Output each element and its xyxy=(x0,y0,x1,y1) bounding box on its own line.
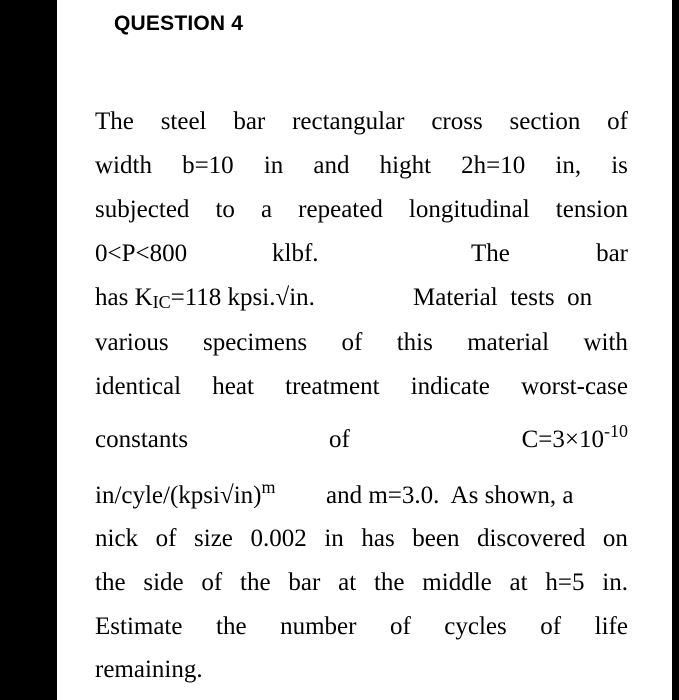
word: subjected xyxy=(95,196,190,223)
word: on xyxy=(602,525,628,552)
word: specimens xyxy=(202,329,308,356)
text-line xyxy=(95,328,628,358)
word: size xyxy=(194,525,233,552)
word: b=10 xyxy=(182,152,234,179)
word: cross xyxy=(431,108,483,135)
word: As xyxy=(450,482,479,509)
word: the xyxy=(240,569,271,596)
text-line xyxy=(95,283,628,313)
word: bar xyxy=(596,240,628,267)
word: tension xyxy=(555,196,628,223)
word: side xyxy=(143,569,184,596)
word: the xyxy=(373,569,405,596)
word: and xyxy=(326,482,363,509)
word: the xyxy=(216,613,247,640)
word: Material xyxy=(413,284,498,311)
word: heat xyxy=(212,373,254,400)
word: of xyxy=(389,613,411,640)
word: tests xyxy=(510,284,555,311)
word: m=3.0. xyxy=(368,482,440,509)
word: The xyxy=(471,240,510,267)
word: identical xyxy=(95,373,182,400)
text-line xyxy=(95,612,628,642)
word: has xyxy=(95,284,129,311)
fracture-toughness xyxy=(95,283,315,314)
word: steel xyxy=(160,108,207,135)
word: bar xyxy=(233,108,266,135)
word: material xyxy=(467,329,550,356)
word: bar xyxy=(288,569,321,596)
word: C=3×10 xyxy=(521,426,604,453)
word: h=5 xyxy=(545,569,585,596)
word: at xyxy=(338,569,357,596)
word: -10 xyxy=(604,421,628,441)
word: in. xyxy=(602,569,628,596)
word: of xyxy=(201,569,223,596)
word: is xyxy=(611,152,628,179)
word: IC xyxy=(152,292,171,312)
text-line xyxy=(95,107,628,137)
word: of xyxy=(341,329,363,356)
text-line xyxy=(95,151,628,181)
word: section xyxy=(509,108,581,135)
word: a xyxy=(261,196,273,223)
word: in/cyle/(kpsi√in) xyxy=(95,482,262,509)
word: treatment xyxy=(285,373,380,400)
word: nick xyxy=(95,525,139,552)
word: 0.002 xyxy=(250,525,307,552)
word: and xyxy=(313,152,350,179)
word: cycles xyxy=(444,613,507,640)
word: been xyxy=(412,525,460,552)
word: of xyxy=(540,613,562,640)
word: repeated xyxy=(298,196,383,223)
word: constants xyxy=(95,426,189,453)
word: number xyxy=(280,613,357,640)
load-range: 0<P<800 xyxy=(95,240,188,267)
text-line xyxy=(95,655,628,685)
word: various xyxy=(95,329,169,356)
word: m xyxy=(261,477,276,497)
text-line xyxy=(95,477,628,511)
word: K xyxy=(134,284,153,311)
word: this xyxy=(396,329,433,356)
text-line xyxy=(95,568,628,598)
word: to xyxy=(215,196,235,223)
text-line xyxy=(95,524,628,554)
text-line xyxy=(95,372,628,402)
word: longitudinal xyxy=(408,196,530,223)
text-line xyxy=(95,421,628,455)
word: in xyxy=(263,152,284,179)
word: of xyxy=(155,525,177,552)
word: shown, xyxy=(484,482,557,509)
paris-units xyxy=(95,477,276,512)
word: life xyxy=(594,613,628,640)
word: =118 kpsi.√in. xyxy=(170,284,315,311)
word: has xyxy=(361,525,395,552)
paris-constant-c xyxy=(521,421,628,456)
word: with xyxy=(583,329,628,356)
word: in xyxy=(324,525,344,552)
word: 2h=10 xyxy=(461,152,526,179)
word: discovered xyxy=(477,525,586,552)
word: The xyxy=(95,108,134,135)
word: remaining. xyxy=(95,656,203,683)
question-title: QUESTION 4 xyxy=(114,12,244,35)
word: the xyxy=(95,569,126,596)
load-unit: klbf. xyxy=(272,240,319,267)
word: rectangular xyxy=(292,108,405,135)
text-line xyxy=(95,195,628,225)
word: hight xyxy=(379,152,432,179)
word: a xyxy=(562,482,574,509)
word: of xyxy=(329,426,350,453)
word: width xyxy=(95,152,152,179)
word: in, xyxy=(555,152,582,179)
text-line xyxy=(95,239,628,269)
word: of xyxy=(607,108,628,135)
word: Estimate xyxy=(95,613,183,640)
word: at xyxy=(509,569,528,596)
question-card xyxy=(57,0,672,700)
word: worst-case xyxy=(521,373,628,400)
word: middle xyxy=(422,569,492,596)
word: indicate xyxy=(410,373,490,400)
word: on xyxy=(567,284,593,311)
